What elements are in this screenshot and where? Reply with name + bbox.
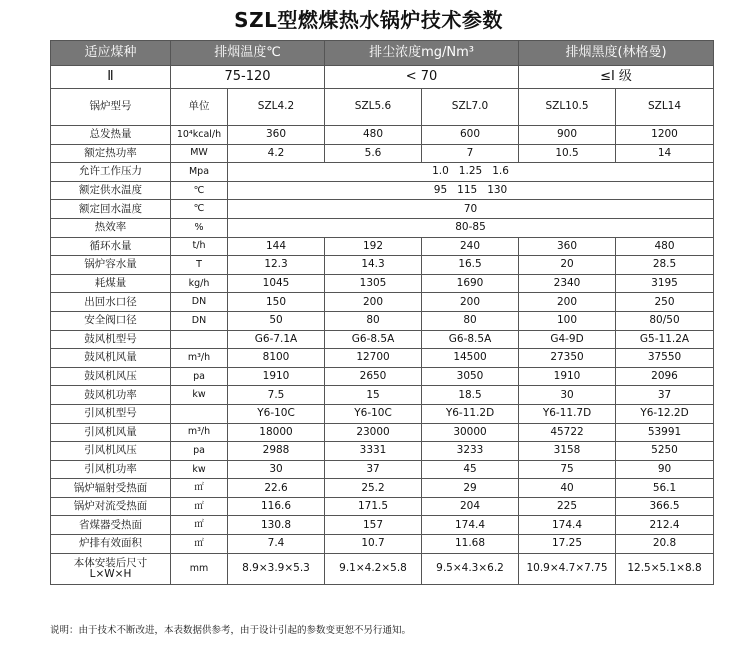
param-unit: DN xyxy=(171,311,228,330)
table-row xyxy=(51,274,714,293)
param-value: 10.5 xyxy=(519,144,616,163)
param-value: 204 xyxy=(422,497,519,516)
param-value: 8100 xyxy=(228,349,325,368)
param-label: 引风机功率 xyxy=(51,460,171,479)
dimension-row xyxy=(51,553,714,584)
param-value: 37 xyxy=(616,386,714,405)
param-value: 17.25 xyxy=(519,535,616,554)
param-unit: 10⁴kcal/h xyxy=(171,126,228,145)
model-name: SZL5.6 xyxy=(325,89,422,126)
param-label: 鼓风机风压 xyxy=(51,367,171,386)
param-value: 174.4 xyxy=(519,516,616,535)
param-value: Y6-10C xyxy=(228,404,325,423)
param-value: 75 xyxy=(519,460,616,479)
dimension-value: 9.1×4.2×5.8 xyxy=(325,553,422,584)
dimension-label-line2: L×W×H xyxy=(89,567,132,580)
param-value: 480 xyxy=(325,126,422,145)
param-unit: ㎡ xyxy=(171,479,228,498)
param-value: 12.3 xyxy=(228,256,325,275)
param-unit: pa xyxy=(171,442,228,461)
param-label: 锅炉辐射受热面 xyxy=(51,479,171,498)
param-value: 3331 xyxy=(325,442,422,461)
param-value: 2096 xyxy=(616,367,714,386)
dimension-label-line1: 本体安装后尺寸 xyxy=(73,556,148,569)
param-unit: ℃ xyxy=(171,200,228,219)
param-unit: T xyxy=(171,256,228,275)
dimension-value: 8.9×3.9×5.3 xyxy=(228,553,325,584)
param-label: 炉排有效面积 xyxy=(51,535,171,554)
table-row xyxy=(51,330,714,349)
param-label: 额定供水温度 xyxy=(51,181,171,200)
header-dust: 排尘浓度mg/Nm³ xyxy=(325,41,519,66)
param-value: 56.1 xyxy=(616,479,714,498)
param-unit: ㎡ xyxy=(171,516,228,535)
param-value: 130.8 xyxy=(228,516,325,535)
header-coal: 适应煤种 xyxy=(51,41,171,66)
param-value: Y6-12.2D xyxy=(616,404,714,423)
param-value: 45722 xyxy=(519,423,616,442)
param-unit: kw xyxy=(171,386,228,405)
param-label: 鼓风机风量 xyxy=(51,349,171,368)
param-value: 3233 xyxy=(422,442,519,461)
param-unit: m³/h xyxy=(171,349,228,368)
model-name: SZL4.2 xyxy=(228,89,325,126)
param-value: 20 xyxy=(519,256,616,275)
param-value: 7.4 xyxy=(228,535,325,554)
param-unit: t/h xyxy=(171,237,228,256)
limit-temp: 75-120 xyxy=(171,66,325,89)
param-value: 18.5 xyxy=(422,386,519,405)
param-value: 28.5 xyxy=(616,256,714,275)
param-value: 144 xyxy=(228,237,325,256)
limit-dust: < 70 xyxy=(325,66,519,89)
param-value: 150 xyxy=(228,293,325,312)
table-row xyxy=(51,181,714,200)
param-value: 3158 xyxy=(519,442,616,461)
table-row xyxy=(51,163,714,182)
param-value: 40 xyxy=(519,479,616,498)
param-value: 4.2 xyxy=(228,144,325,163)
param-value: 45 xyxy=(422,460,519,479)
limits-row xyxy=(51,66,714,89)
table-row xyxy=(51,144,714,163)
param-value: 3195 xyxy=(616,274,714,293)
param-label: 总发热量 xyxy=(51,126,171,145)
page-title: SZL型燃煤热水锅炉技术参数 xyxy=(234,8,503,32)
table-row xyxy=(51,460,714,479)
param-merged-value: 1.0 1.25 1.6 xyxy=(228,163,714,182)
table-row xyxy=(51,126,714,145)
param-value: G5-11.2A xyxy=(616,330,714,349)
model-unit: 单位 xyxy=(171,89,228,126)
param-value: 174.4 xyxy=(422,516,519,535)
param-value: 2340 xyxy=(519,274,616,293)
param-label: 锅炉对流受热面 xyxy=(51,497,171,516)
param-value: G6-8.5A xyxy=(422,330,519,349)
param-value: 1200 xyxy=(616,126,714,145)
param-value: 200 xyxy=(422,293,519,312)
model-name: SZL7.0 xyxy=(422,89,519,126)
param-label: 引风机风压 xyxy=(51,442,171,461)
model-name: SZL10.5 xyxy=(519,89,616,126)
tech-params-table xyxy=(50,40,714,585)
table-row xyxy=(51,386,714,405)
param-unit: DN xyxy=(171,293,228,312)
param-value: Y6-11.7D xyxy=(519,404,616,423)
param-value: 600 xyxy=(422,126,519,145)
table-row xyxy=(51,497,714,516)
footnote: 说明：由于技术不断改进，本表数据供参考，由于设计引起的参数变更恕不另行通知。 xyxy=(50,625,412,636)
param-value: 1910 xyxy=(519,367,616,386)
param-unit: MW xyxy=(171,144,228,163)
param-value: 80/50 xyxy=(616,311,714,330)
param-unit: kg/h xyxy=(171,274,228,293)
param-value: 22.6 xyxy=(228,479,325,498)
table-row xyxy=(51,218,714,237)
param-value: 20.8 xyxy=(616,535,714,554)
param-value: 366.5 xyxy=(616,497,714,516)
param-value: 900 xyxy=(519,126,616,145)
param-value: 1305 xyxy=(325,274,422,293)
param-value: 225 xyxy=(519,497,616,516)
table-row xyxy=(51,404,714,423)
param-value: 15 xyxy=(325,386,422,405)
param-value: 16.5 xyxy=(422,256,519,275)
param-value: G4-9D xyxy=(519,330,616,349)
model-name: SZL14 xyxy=(616,89,714,126)
param-value: 250 xyxy=(616,293,714,312)
model-label: 锅炉型号 xyxy=(51,89,171,126)
param-value: 80 xyxy=(325,311,422,330)
param-value: 14500 xyxy=(422,349,519,368)
param-value: 1045 xyxy=(228,274,325,293)
param-value: 7.5 xyxy=(228,386,325,405)
dimension-value: 12.5×5.1×8.8 xyxy=(616,553,714,584)
table-row xyxy=(51,311,714,330)
param-value: 27350 xyxy=(519,349,616,368)
table-row xyxy=(51,237,714,256)
param-label: 锅炉容水量 xyxy=(51,256,171,275)
param-label: 引风机风量 xyxy=(51,423,171,442)
table-row xyxy=(51,293,714,312)
param-value: 200 xyxy=(519,293,616,312)
param-label: 出回水口径 xyxy=(51,293,171,312)
param-value: 2650 xyxy=(325,367,422,386)
param-value: 30 xyxy=(519,386,616,405)
header-row xyxy=(51,41,714,66)
param-value: 2988 xyxy=(228,442,325,461)
param-value: G6-8.5A xyxy=(325,330,422,349)
param-value: 50 xyxy=(228,311,325,330)
param-label: 额定热功率 xyxy=(51,144,171,163)
table-row xyxy=(51,516,714,535)
param-unit: ℃ xyxy=(171,181,228,200)
param-value: 12700 xyxy=(325,349,422,368)
table-row xyxy=(51,256,714,275)
param-value: 1690 xyxy=(422,274,519,293)
header-temp: 排烟温度℃ xyxy=(171,41,325,66)
param-value: 100 xyxy=(519,311,616,330)
param-value: 157 xyxy=(325,516,422,535)
param-label: 鼓风机型号 xyxy=(51,330,171,349)
param-value: 37550 xyxy=(616,349,714,368)
param-unit xyxy=(171,404,228,423)
header-black: 排烟黑度(林格曼) xyxy=(519,41,714,66)
param-label: 安全阀口径 xyxy=(51,311,171,330)
model-row xyxy=(51,89,714,126)
param-unit: pa xyxy=(171,367,228,386)
param-label: 热效率 xyxy=(51,218,171,237)
param-merged-value: 95 115 130 xyxy=(228,181,714,200)
param-value: 480 xyxy=(616,237,714,256)
table-row xyxy=(51,423,714,442)
dimension-value: 9.5×4.3×6.2 xyxy=(422,553,519,584)
param-value: 240 xyxy=(422,237,519,256)
dimension-unit: mm xyxy=(171,553,228,584)
param-value: 360 xyxy=(519,237,616,256)
param-value: 1910 xyxy=(228,367,325,386)
dimension-value: 10.9×4.7×7.75 xyxy=(519,553,616,584)
param-value: 171.5 xyxy=(325,497,422,516)
param-value: 11.68 xyxy=(422,535,519,554)
param-value: 200 xyxy=(325,293,422,312)
param-value: G6-7.1A xyxy=(228,330,325,349)
param-value: 25.2 xyxy=(325,479,422,498)
param-unit xyxy=(171,330,228,349)
table-row xyxy=(51,479,714,498)
param-value: 23000 xyxy=(325,423,422,442)
param-unit: m³/h xyxy=(171,423,228,442)
param-value: Y6-11.2D xyxy=(422,404,519,423)
param-value: 14.3 xyxy=(325,256,422,275)
param-value: 3050 xyxy=(422,367,519,386)
param-value: 37 xyxy=(325,460,422,479)
param-label: 耗煤量 xyxy=(51,274,171,293)
param-unit: Mpa xyxy=(171,163,228,182)
param-label: 允许工作压力 xyxy=(51,163,171,182)
param-label: 鼓风机功率 xyxy=(51,386,171,405)
table-row xyxy=(51,442,714,461)
param-value: 5.6 xyxy=(325,144,422,163)
param-value: 7 xyxy=(422,144,519,163)
param-label: 额定回水温度 xyxy=(51,200,171,219)
param-value: 5250 xyxy=(616,442,714,461)
limit-coal: Ⅱ xyxy=(51,66,171,89)
param-value: 30 xyxy=(228,460,325,479)
param-unit: ㎡ xyxy=(171,497,228,516)
table-row xyxy=(51,367,714,386)
table-row xyxy=(51,349,714,368)
param-value: 53991 xyxy=(616,423,714,442)
param-merged-value: 80-85 xyxy=(228,218,714,237)
table-row xyxy=(51,535,714,554)
param-unit: % xyxy=(171,218,228,237)
param-value: 360 xyxy=(228,126,325,145)
param-label: 引风机型号 xyxy=(51,404,171,423)
param-unit: ㎡ xyxy=(171,535,228,554)
param-value: 18000 xyxy=(228,423,325,442)
dimension-label xyxy=(51,553,171,584)
param-unit: kw xyxy=(171,460,228,479)
param-value: 116.6 xyxy=(228,497,325,516)
param-value: 90 xyxy=(616,460,714,479)
param-value: 29 xyxy=(422,479,519,498)
param-value: 80 xyxy=(422,311,519,330)
param-value: 192 xyxy=(325,237,422,256)
param-value: 212.4 xyxy=(616,516,714,535)
param-value: Y6-10C xyxy=(325,404,422,423)
param-merged-value: 70 xyxy=(228,200,714,219)
param-value: 10.7 xyxy=(325,535,422,554)
param-label: 省煤器受热面 xyxy=(51,516,171,535)
limit-black: ≤Ⅰ 级 xyxy=(519,66,714,89)
table-row xyxy=(51,200,714,219)
param-value: 14 xyxy=(616,144,714,163)
param-label: 循环水量 xyxy=(51,237,171,256)
param-value: 30000 xyxy=(422,423,519,442)
